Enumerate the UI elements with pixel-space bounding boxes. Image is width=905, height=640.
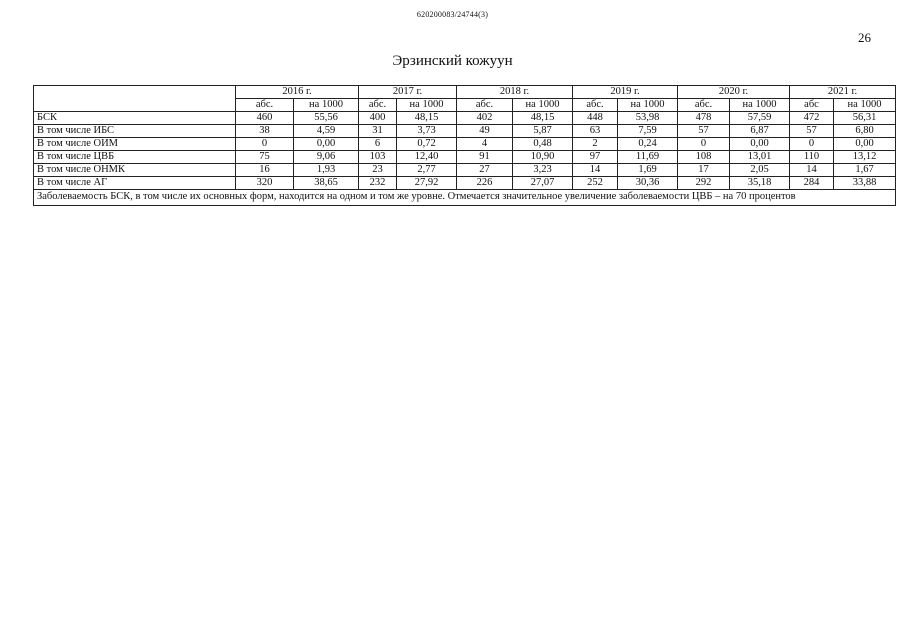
cell-per-1000: 0,48 <box>513 138 573 151</box>
cell-abs: 31 <box>359 125 397 138</box>
row-label: В том числе АГ <box>34 177 236 190</box>
cell-per-1000: 11,69 <box>618 151 678 164</box>
morbidity-table <box>33 85 896 206</box>
cell-abs: 23 <box>359 164 397 177</box>
table-row <box>34 138 896 151</box>
cell-per-1000: 0,00 <box>294 138 359 151</box>
cell-abs: 448 <box>573 112 618 125</box>
cell-abs: 2 <box>573 138 618 151</box>
cell-abs: 0 <box>678 138 730 151</box>
cell-per-1000: 0,72 <box>397 138 457 151</box>
subheader-per-1000: на 1000 <box>834 99 896 112</box>
cell-abs: 478 <box>678 112 730 125</box>
subheader-abs: абс. <box>457 99 513 112</box>
page-number: 26 <box>858 30 871 45</box>
cell-per-1000: 9,06 <box>294 151 359 164</box>
cell-abs: 110 <box>790 151 834 164</box>
table-row <box>34 164 896 177</box>
cell-abs: 57 <box>790 125 834 138</box>
cell-abs: 27 <box>457 164 513 177</box>
subheader-abs: абс <box>790 99 834 112</box>
year-header: 2018 г. <box>457 86 573 99</box>
year-header: 2017 г. <box>359 86 457 99</box>
note-row <box>34 190 896 206</box>
cell-per-1000: 1,93 <box>294 164 359 177</box>
cell-per-1000: 27,07 <box>513 177 573 190</box>
row-label-header <box>34 86 236 112</box>
cell-per-1000: 3,23 <box>513 164 573 177</box>
cell-per-1000: 53,98 <box>618 112 678 125</box>
cell-abs: 16 <box>236 164 294 177</box>
subheader-per-1000: на 1000 <box>397 99 457 112</box>
table-row <box>34 112 896 125</box>
cell-abs: 0 <box>790 138 834 151</box>
cell-per-1000: 38,65 <box>294 177 359 190</box>
cell-per-1000: 2,77 <box>397 164 457 177</box>
cell-abs: 472 <box>790 112 834 125</box>
table-row <box>34 151 896 164</box>
cell-abs: 17 <box>678 164 730 177</box>
cell-per-1000: 2,05 <box>730 164 790 177</box>
row-label: В том числе ОИМ <box>34 138 236 151</box>
cell-per-1000: 27,92 <box>397 177 457 190</box>
row-label: В том числе ИБС <box>34 125 236 138</box>
cell-per-1000: 13,12 <box>834 151 896 164</box>
cell-abs: 38 <box>236 125 294 138</box>
cell-abs: 49 <box>457 125 513 138</box>
cell-per-1000: 55,56 <box>294 112 359 125</box>
year-header: 2019 г. <box>573 86 678 99</box>
cell-per-1000: 6,80 <box>834 125 896 138</box>
table-note: Заболеваемость БСК, в том числе их основных форм, находится на одном и том же уровне. Отмечается значительное увеличение заболеваемости ЦВБ – на 70 процентов <box>34 190 896 206</box>
cell-abs: 14 <box>790 164 834 177</box>
row-label: БСК <box>34 112 236 125</box>
row-label: В том числе ОНМК <box>34 164 236 177</box>
cell-per-1000: 1,67 <box>834 164 896 177</box>
row-label: В том числе ЦВБ <box>34 151 236 164</box>
cell-abs: 0 <box>236 138 294 151</box>
cell-per-1000: 57,59 <box>730 112 790 125</box>
cell-abs: 6 <box>359 138 397 151</box>
cell-per-1000: 48,15 <box>513 112 573 125</box>
cell-abs: 400 <box>359 112 397 125</box>
cell-abs: 57 <box>678 125 730 138</box>
subheader-per-1000: на 1000 <box>730 99 790 112</box>
cell-abs: 232 <box>359 177 397 190</box>
subheader-abs: абс. <box>359 99 397 112</box>
cell-per-1000: 0,00 <box>730 138 790 151</box>
cell-per-1000: 0,00 <box>834 138 896 151</box>
year-header: 2020 г. <box>678 86 790 99</box>
cell-abs: 284 <box>790 177 834 190</box>
cell-per-1000: 56,31 <box>834 112 896 125</box>
subheader-abs: абс. <box>573 99 618 112</box>
cell-abs: 252 <box>573 177 618 190</box>
subheader-per-1000: на 1000 <box>294 99 359 112</box>
subheader-abs: абс. <box>236 99 294 112</box>
cell-abs: 4 <box>457 138 513 151</box>
cell-abs: 63 <box>573 125 618 138</box>
cell-abs: 103 <box>359 151 397 164</box>
cell-per-1000: 1,69 <box>618 164 678 177</box>
cell-per-1000: 0,24 <box>618 138 678 151</box>
cell-abs: 460 <box>236 112 294 125</box>
table-row <box>34 125 896 138</box>
cell-per-1000: 3,73 <box>397 125 457 138</box>
year-header: 2016 г. <box>236 86 359 99</box>
cell-abs: 75 <box>236 151 294 164</box>
cell-abs: 292 <box>678 177 730 190</box>
cell-per-1000: 10,90 <box>513 151 573 164</box>
year-header-row <box>34 86 896 99</box>
table-row <box>34 177 896 190</box>
cell-abs: 320 <box>236 177 294 190</box>
subheader-abs: абс. <box>678 99 730 112</box>
year-header: 2021 г. <box>790 86 896 99</box>
page-title: Эрзинский кожуун <box>392 53 513 69</box>
cell-abs: 97 <box>573 151 618 164</box>
cell-per-1000: 5,87 <box>513 125 573 138</box>
subheader-per-1000: на 1000 <box>513 99 573 112</box>
cell-per-1000: 6,87 <box>730 125 790 138</box>
cell-per-1000: 30,36 <box>618 177 678 190</box>
subheader-per-1000: на 1000 <box>618 99 678 112</box>
cell-abs: 108 <box>678 151 730 164</box>
cell-per-1000: 13,01 <box>730 151 790 164</box>
cell-abs: 226 <box>457 177 513 190</box>
cell-per-1000: 12,40 <box>397 151 457 164</box>
table-body <box>34 112 896 190</box>
cell-per-1000: 4,59 <box>294 125 359 138</box>
cell-abs: 91 <box>457 151 513 164</box>
cell-per-1000: 35,18 <box>730 177 790 190</box>
cell-abs: 402 <box>457 112 513 125</box>
cell-abs: 14 <box>573 164 618 177</box>
cell-per-1000: 48,15 <box>397 112 457 125</box>
cell-per-1000: 33,88 <box>834 177 896 190</box>
document-id: 620200083/24744(3) <box>416 10 489 19</box>
cell-per-1000: 7,59 <box>618 125 678 138</box>
